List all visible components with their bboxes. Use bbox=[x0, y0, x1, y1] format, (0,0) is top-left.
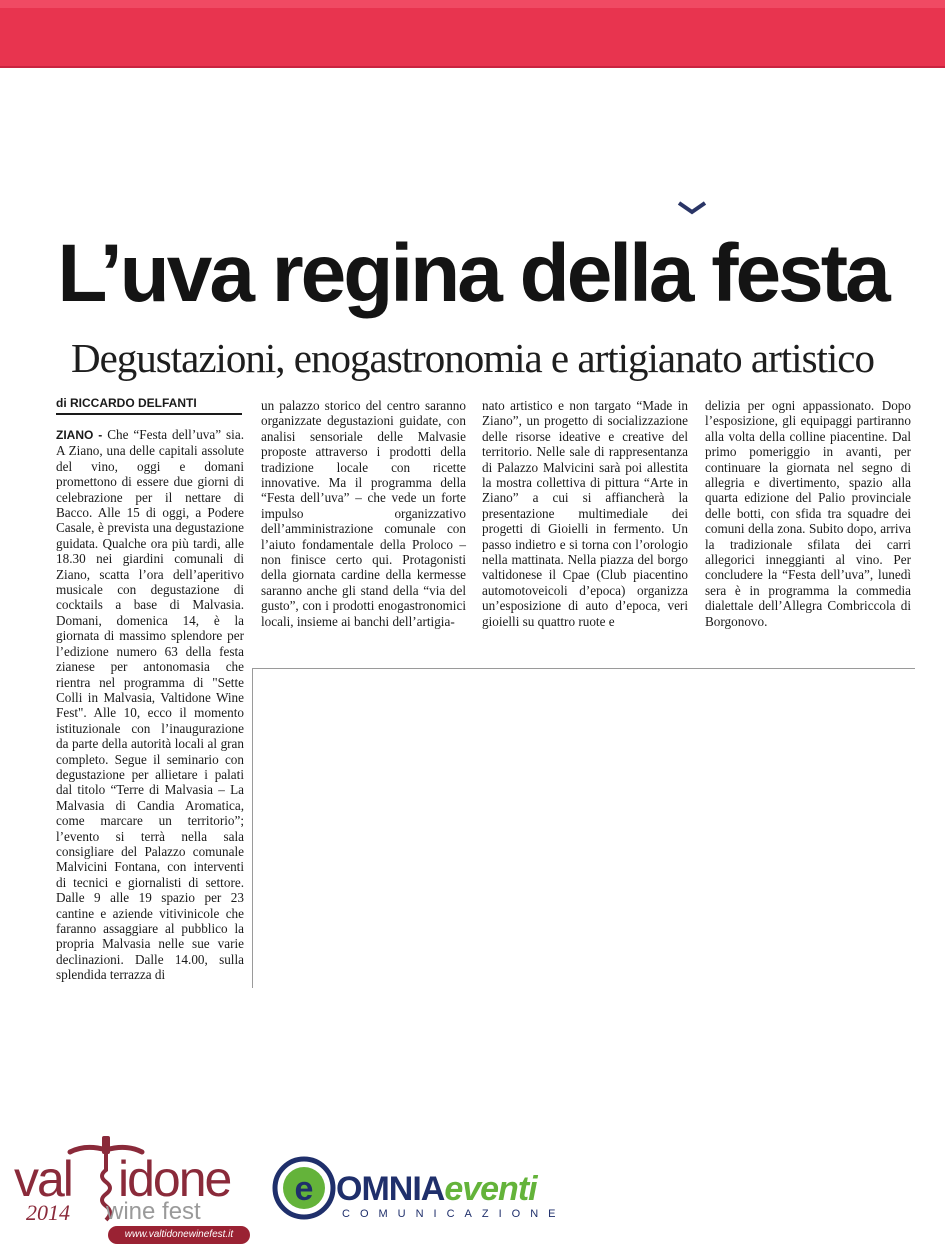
logo-text-val: val bbox=[14, 1151, 72, 1207]
article-column-4: delizia per ogni appassionato. Dopo l’esposizione, gli equipaggi partiranno alla volta della colline piacentine. Dal primo pomeriggio in avanti, per continuare la giornata nel segno di allegria e divertimento, spazio alla quarta edizione del Palio provinciale delle botti, con sfida tra squadre dei comuni della zona. Subito dopo, arriva la tradizionale sfilata dei carri allegorici inneggianti al vino. Per concludere la “Festa dell’uva”, lunedì sera è in programma la commedia dialettale dell’Allegra Combriccola di Borgonovo. bbox=[705, 398, 911, 629]
top-banner-highlight bbox=[0, 0, 945, 8]
omnia-subtitle: COMUNICAZIONE bbox=[342, 1208, 566, 1220]
logo-year: 2014 bbox=[26, 1200, 70, 1225]
column-1-text: Che “Festa dell’uva” sia. A Ziano, una delle capitali assolute del vino, oggi e domani promettono di essere due giorni di celebrazione per il nettare di Bacco. Alle 15 di oggi, a Podere Casale, è prevista una degustazione guidata. Qualche ora più tardi, alle 18.30 nei giardini comunali di Ziano, scatta l’ora dell’aperitivo musicale con degustazione di cocktails a base di Malvasia. Domani, domenica 14, è la giornata di massimo splendore per l’edizione numero 63 della festa zianese per antonomasia che rientra nel programma di "Sette Colli in Malvasia, Valtidone Wine Fest". Alle 10, ecco il momento istituzionale con l’inaugurazione da parte della autorità locali al gran completo. Segue il seminario con degustazione per allietare i palati dal titolo “Terre di Malvasia – La Malvasia di Candia Aromatica, come marcare un territorio”; l’evento si terrà nella sala consigliare del Palazzo comunale Malvicini Fontana, con interventi di tecnici e giornalisti di settore. Dalle 9 alle 19 spazio per 23 cantine e aziende vitivinicole che faranno assaggiare al pubblico la propria Malvasia nelle sue varie declinazioni. Dalle 14.00, sulla splendida terrazza di bbox=[56, 427, 244, 983]
article-subheadline: Degustazioni, enogastronomia e artigianato artistico bbox=[70, 335, 875, 381]
article-byline: di RICCARDO DELFANTI bbox=[56, 396, 242, 415]
chevron-down-icon bbox=[677, 200, 707, 216]
omnia-word-1: OMNIA bbox=[336, 1170, 445, 1208]
omnia-word-2: eventi bbox=[444, 1170, 537, 1208]
article-column-3: nato artistico e non targato “Made in Ziano”, un progetto di socializzazione delle risorse ideative e creative del territorio. Nelle sale di rappresentanza di Palazzo Malvicini sarà poi allestita la mostra collettiva di pittura “Arte in Ziano” a cui si affiancherà la presentazione multimediale dei progetti di Gioielli in fermento. Un passo indietro e si torna con l’orologio nella mattinata. Nella piazza del borgo valtidonese il Cpae (Club piacentino automotoveicoli d’epoca) organizza un’esposizione di auto d’epoca, veri gioielli su quattro ruote e bbox=[482, 398, 688, 629]
logo-tagline: wine fest bbox=[106, 1198, 201, 1225]
omnia-mark: e bbox=[294, 1170, 314, 1208]
omnia-wordmark bbox=[336, 1170, 537, 1208]
divider-vertical bbox=[252, 668, 253, 988]
valtidone-url-link[interactable]: www.valtidonewinefest.it bbox=[108, 1226, 250, 1244]
divider-horizontal bbox=[252, 668, 915, 669]
omnia-e-circle-icon bbox=[272, 1156, 336, 1220]
article-column-1 bbox=[56, 427, 244, 983]
logo-text-idone: idone bbox=[118, 1151, 231, 1207]
dateline: ZIANO - bbox=[56, 428, 103, 442]
top-banner bbox=[0, 0, 945, 68]
article-headline: L’uva regina della festa bbox=[57, 228, 888, 319]
article-column-2: un palazzo storico del centro saranno organizzate degustazioni guidate, con analisi sensoriale delle Malvasie proposte attraverso i prodotti della tradizione locale con ricette innovative. Ma il programma della “Festa dell’uva” – che vede un forte impulso organizzativo dell’amministrazione comunale con l’aiuto fondamentale della Proloco – non finisce certo qui. Protagonisti della giornata cardine della kermesse saranno anche gli stand della “via del gusto”, con i prodotti enogastronomici locali, insieme ai banchi dell’artigia- bbox=[261, 398, 466, 629]
